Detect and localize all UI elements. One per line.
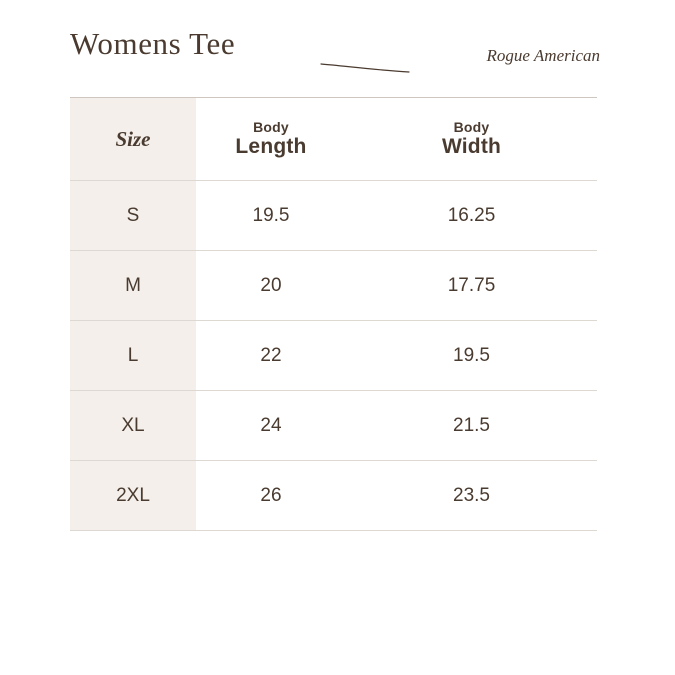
cell-size: 2XL [70,461,196,531]
cell-body-width: 19.5 [346,321,597,391]
table-row [70,251,597,321]
column-header-body-length-stack [196,120,346,159]
cell-body-width: 21.5 [346,391,597,461]
cell-body-length: 24 [196,391,346,461]
cell-body-width: 23.5 [346,461,597,531]
table-body [70,181,597,531]
cell-size: L [70,321,196,391]
column-header-body-width-main: Width [441,135,502,159]
column-header-body-width-small: Body [453,118,490,135]
cell-body-width: 16.25 [346,181,597,251]
column-header-body-width-stack [346,120,597,159]
size-chart-table [70,97,597,531]
cell-size: M [70,251,196,321]
table-row [70,461,597,531]
page-title: Womens Tee [70,26,236,61]
cell-size: XL [70,391,196,461]
column-header-size-label: Size [115,126,151,151]
cell-body-length: 20 [196,251,346,321]
table-row [70,391,597,461]
chart-header [70,26,600,76]
column-header-body-length [196,98,346,181]
column-header-body-width [346,98,597,181]
column-header-size [70,98,196,181]
cell-body-width: 17.75 [346,251,597,321]
table-header [70,98,597,181]
brand-name: Rogue American [486,46,600,65]
cell-body-length: 26 [196,461,346,531]
divider-line-icon [320,61,410,71]
table-row [70,321,597,391]
column-header-body-length-main: Length [235,135,307,159]
cell-body-length: 19.5 [196,181,346,251]
column-header-body-length-small: Body [253,118,289,135]
cell-size: S [70,181,196,251]
cell-body-length: 22 [196,321,346,391]
table-header-row [70,98,597,181]
table-row [70,181,597,251]
